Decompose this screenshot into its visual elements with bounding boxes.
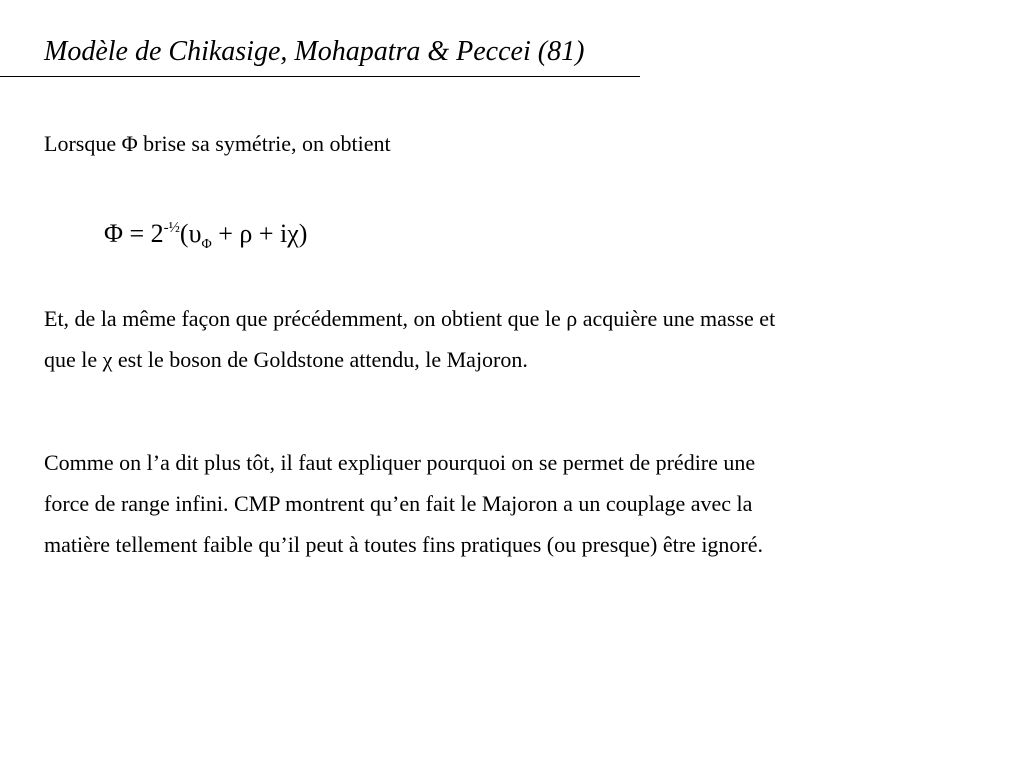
comment-line: Comme on l’a dit plus tôt, il faut expliquer pourquoi on se permet de prédire une <box>44 450 756 475</box>
result-line: Et, de la même façon que précédemment, on obtient que le ρ acquière une masse et <box>44 306 776 331</box>
comment-paragraph <box>44 442 763 565</box>
equation-subscript: Φ <box>201 237 212 252</box>
equation-rest: + ρ + iχ) <box>211 219 308 248</box>
result-paragraph <box>44 298 775 380</box>
title-underline <box>0 76 640 77</box>
intro-paragraph: Lorsque Φ brise sa symétrie, on obtient <box>44 131 391 156</box>
phi-equation <box>104 214 307 254</box>
slide-title: Modèle de Chikasige, Mohapatra & Peccei (81) <box>44 36 585 67</box>
equation-open: (υ <box>179 219 202 248</box>
result-line: que le χ est le boson de Goldstone attendu, le Majoron. <box>44 347 528 372</box>
equation-exponent: -½ <box>163 220 180 236</box>
comment-line: force de range infini. CMP montrent qu’en fait le Majoron a un couplage avec la <box>44 491 753 516</box>
equation-lhs: Φ = 2 <box>104 219 164 248</box>
comment-line: matière tellement faible qu’il peut à toutes fins pratiques (ou presque) être ignoré. <box>44 532 764 557</box>
